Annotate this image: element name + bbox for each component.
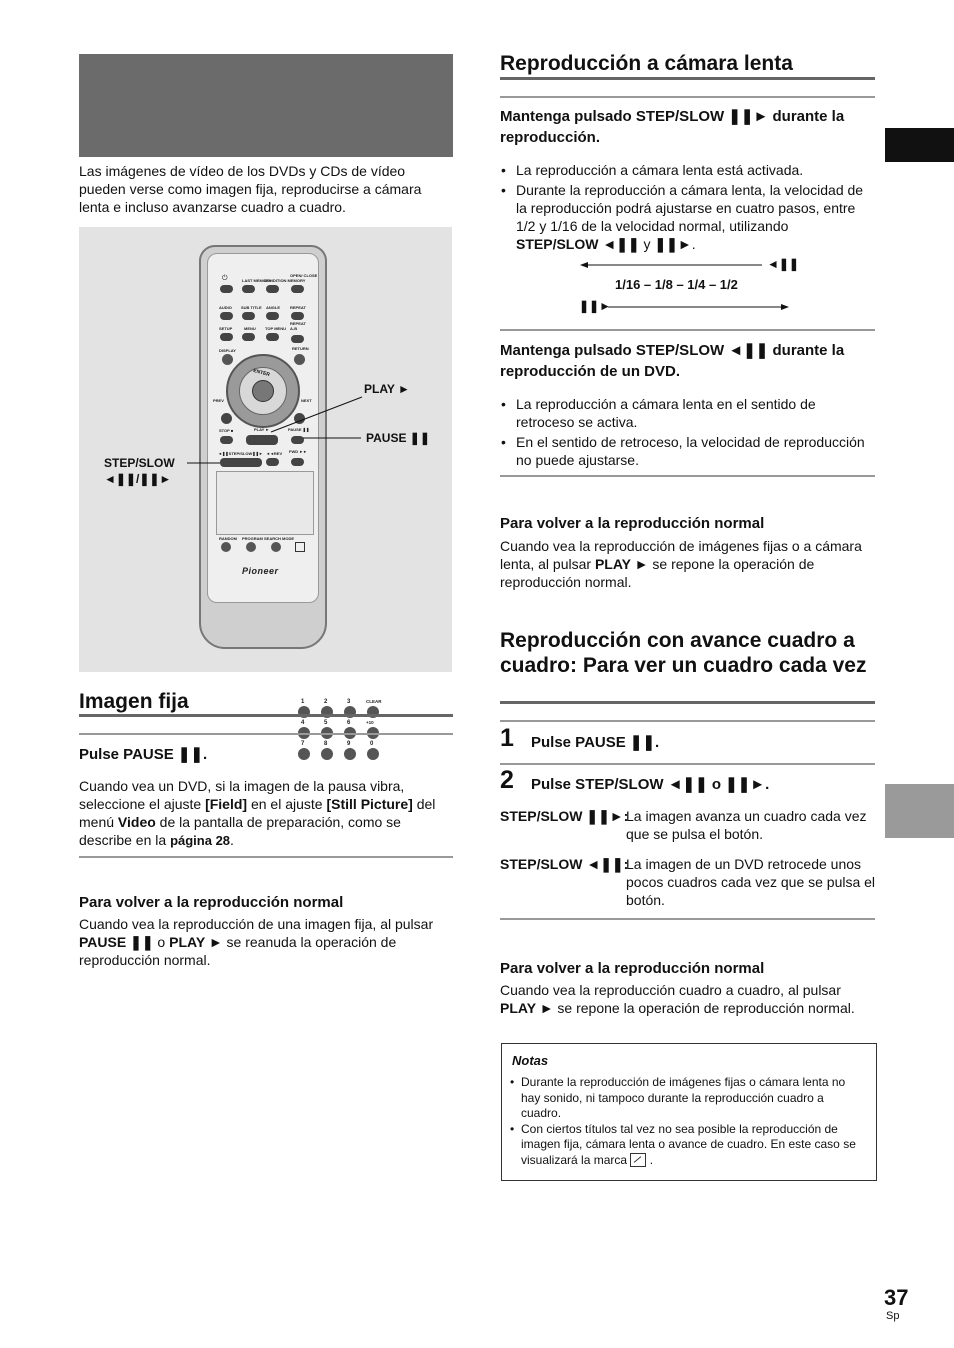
numpad-label: 0 — [370, 741, 374, 747]
body-text: se reanuda la operación de reproducción normal. — [79, 934, 397, 968]
divider — [500, 96, 875, 98]
remote-label: NEXT — [301, 398, 312, 403]
remote-label: REPEAT — [290, 305, 306, 310]
body-text: Cuando vea la reproducción cuadro a cuadro, al pulsar — [500, 982, 841, 998]
list-item: • La reproducción a cámara lenta en el sentido de retroceso se activa. — [500, 395, 870, 431]
numpad-label: 6 — [347, 720, 351, 726]
notes-list — [510, 1075, 866, 1168]
prohibited-icon — [630, 1153, 646, 1167]
reverse-slow-list — [500, 395, 870, 471]
numpad-label: 2 — [324, 699, 328, 705]
return-heading: Para volver a la reproducción normal — [79, 894, 344, 911]
divider — [79, 856, 453, 858]
step-1-text: Pulse PAUSE ❚❚. — [531, 734, 660, 751]
remote-label: ◄❚❚STEP/SLOW❚❚► — [218, 451, 263, 456]
play-callout-label: PLAY ► — [364, 382, 410, 396]
body-text: o — [153, 934, 170, 950]
pause-key: PAUSE ❚❚ — [79, 934, 154, 950]
remote-label: LAST MEMORY — [242, 278, 272, 283]
body-text: Durante la reproducción a cámara lenta, la velocidad de la reproducción podrá ajustarse en cuatro pasos, entre 1/2 y 1/16 de la velocidad normal, utilizando — [516, 182, 864, 234]
list-item — [510, 1122, 866, 1169]
remote-label: SETUP — [219, 326, 233, 331]
enter-label: ENTER — [252, 367, 271, 379]
list-item: • La reproducción a cámara lenta está activada. — [500, 161, 870, 179]
imagen-fija-title: Imagen fija — [79, 690, 189, 713]
page-reference: página 28 — [170, 833, 231, 848]
forward-slow-list — [500, 161, 870, 255]
numpad-button — [367, 748, 379, 760]
divider — [79, 714, 453, 717]
remote-label: ◄◄REV — [266, 451, 283, 456]
numpad-label: CLEAR — [366, 699, 382, 704]
numpad-button — [298, 748, 310, 760]
page-number: 37 — [884, 1285, 909, 1310]
list-item: • En el sentido de retroceso, la velocidad de reproducción no puede ajustarse. — [500, 433, 870, 469]
divider — [500, 701, 875, 704]
power-icon: ⏻ — [222, 275, 228, 282]
remote-label: ANGLE — [266, 305, 280, 310]
return-text — [79, 915, 451, 969]
numpad-label: 7 — [301, 741, 305, 747]
numpad-label: 9 — [347, 741, 351, 747]
divider — [500, 475, 875, 477]
reverse-step-icon: ◄❚❚ — [767, 257, 799, 271]
forward-step-icon: ❚❚► — [579, 299, 611, 313]
step-1-number: 1 — [500, 724, 514, 752]
step-2-text: Pulse STEP/SLOW ◄❚❚ o ❚❚►. — [531, 776, 770, 793]
play-key: PLAY ► — [169, 934, 223, 950]
body-text: en el ajuste — [247, 796, 327, 812]
notes-box — [501, 1043, 877, 1181]
body-text: del menú — [79, 796, 436, 830]
chapter-tab — [885, 784, 954, 838]
remote-label: PAUSE ❚❚ — [288, 427, 310, 432]
still-picture-setting: [Still Picture] — [326, 796, 413, 812]
return-heading: Para volver a la reproducción normal — [500, 515, 765, 532]
body-text: Cuando vea la reproducción de una imagen fija, al pulsar — [79, 916, 434, 932]
remote-label: MENU — [244, 326, 256, 331]
remote-label: STOP ■ — [219, 428, 234, 433]
body-text: . — [691, 236, 696, 252]
return-heading: Para volver a la reproducción normal — [500, 960, 765, 977]
reverse-slow-heading: Mantenga pulsado STEP/SLOW ◄❚❚ durante la reproducción de un DVD. — [500, 342, 845, 380]
numpad-label: 8 — [324, 741, 328, 747]
return-text — [500, 981, 875, 1017]
play-key: PLAY ► — [500, 1000, 554, 1016]
definition-desc: La imagen avanza un cuadro cada vez que se pulsa el botón. — [626, 808, 867, 842]
body-text: se repone la operación de reproducción normal. — [553, 1000, 855, 1016]
section-tab — [885, 128, 954, 162]
numpad-label: 1 — [301, 699, 305, 705]
stepslow-key: ❚❚► — [654, 236, 692, 252]
divider — [500, 720, 875, 722]
numpad-button — [344, 748, 356, 760]
body-text: . — [230, 832, 234, 848]
numpad-label: +10 — [366, 720, 374, 725]
remote-label: DISPLAY — [219, 348, 236, 353]
language-code: Sp — [886, 1310, 900, 1322]
remote-label: PROGRAM — [242, 536, 263, 541]
divider — [500, 77, 875, 80]
notes-title: Notas — [512, 1053, 549, 1068]
remote-label: RETURN — [292, 346, 309, 351]
remote-label: PLAY ► — [254, 427, 270, 432]
slow-motion-title: Reproducción a cámara lenta — [500, 52, 793, 75]
frame-advance-title: Reproducción con avance cuadro a cuadro: Para ver un cuadro cada vez — [500, 629, 867, 677]
definition-term: STEP/SLOW ❚❚►: — [500, 808, 629, 824]
body-text: y — [639, 236, 655, 252]
stepslow-callout-label-icons: ◄❚❚/❚❚► — [104, 472, 172, 486]
numpad-label: 3 — [347, 699, 351, 705]
divider — [500, 918, 875, 920]
list-item: • Durante la reproducción de imágenes fijas o cámara lenta no hay sonido, ni tampoco durante la reproducción cuadro a cuadro. — [510, 1075, 866, 1122]
imagen-fija-body — [79, 777, 451, 850]
video-menu: Video — [117, 814, 156, 830]
body-text: . — [649, 1152, 654, 1167]
field-setting: [Field] — [205, 796, 248, 812]
divider — [500, 329, 875, 331]
remote-label: FWD ►► — [289, 449, 308, 454]
remote-label: SEARCH MODE — [264, 536, 295, 541]
body-text: Cuando vea un DVD, si la imagen de la pausa vibra, seleccione el ajuste — [79, 778, 405, 812]
play-key: PLAY ► — [594, 556, 649, 572]
body-text: se repone la operación de reproducción normal. — [500, 556, 815, 590]
speed-scale: 1/16 – 1/8 – 1/4 – 1/2 — [615, 277, 738, 292]
divider — [500, 763, 875, 765]
stepslow-callout-label: STEP/SLOW — [104, 456, 175, 470]
definition-desc: La imagen de un DVD retrocede unos pocos cuadros cada vez que se pulsa el botón. — [626, 856, 876, 908]
remote-label: RANDOM — [219, 536, 237, 541]
remote-label: PREV — [213, 398, 224, 403]
body-text: Con ciertos títulos tal vez no sea posible la reproducción de imagen fija, cámara lenta o avance de cuadro. En este caso se visualizará la marca — [521, 1121, 856, 1167]
brand-logo: Pioneer — [242, 566, 279, 576]
callout-lines — [79, 227, 452, 672]
body-text: Cuando vea la reproducción de imágenes fijas o a cámara lenta, al pulsar — [500, 538, 862, 572]
divider — [79, 733, 453, 735]
pause-callout-label: PAUSE ❚❚ — [366, 431, 430, 445]
numpad-button — [321, 748, 333, 760]
return-text — [500, 537, 870, 591]
step-2-number: 2 — [500, 766, 514, 794]
intro-text: Las imágenes de vídeo de los DVDs y CDs de vídeo pueden verse como imagen fija, reproducirse a cámara lenta e incluso avanzarse cuadro a cuadro. — [79, 163, 422, 215]
numpad-label: 5 — [324, 720, 328, 726]
remote-label: OPEN/ CLOSE — [290, 273, 318, 278]
body-text: de la pantalla de preparación, como se describe en la — [79, 814, 401, 848]
section-header-block — [79, 54, 453, 157]
remote-label: TOP MENU — [265, 326, 286, 331]
remote-label: REPEAT A-B — [290, 321, 306, 331]
list-item — [500, 181, 870, 253]
numpad-label: 4 — [301, 720, 305, 726]
remote-label: CONDITION MEMORY — [264, 278, 306, 283]
remote-label: AUDIO — [219, 305, 232, 310]
remote-label: SUB TITLE — [241, 305, 262, 310]
pulse-pause-heading: Pulse PAUSE ❚❚. — [79, 746, 208, 763]
forward-slow-heading: Mantenga pulsado STEP/SLOW ❚❚► durante la reproducción. — [500, 108, 845, 146]
stepslow-key: STEP/SLOW ◄❚❚ — [516, 236, 640, 252]
definition-term: STEP/SLOW ◄❚❚: — [500, 856, 629, 872]
